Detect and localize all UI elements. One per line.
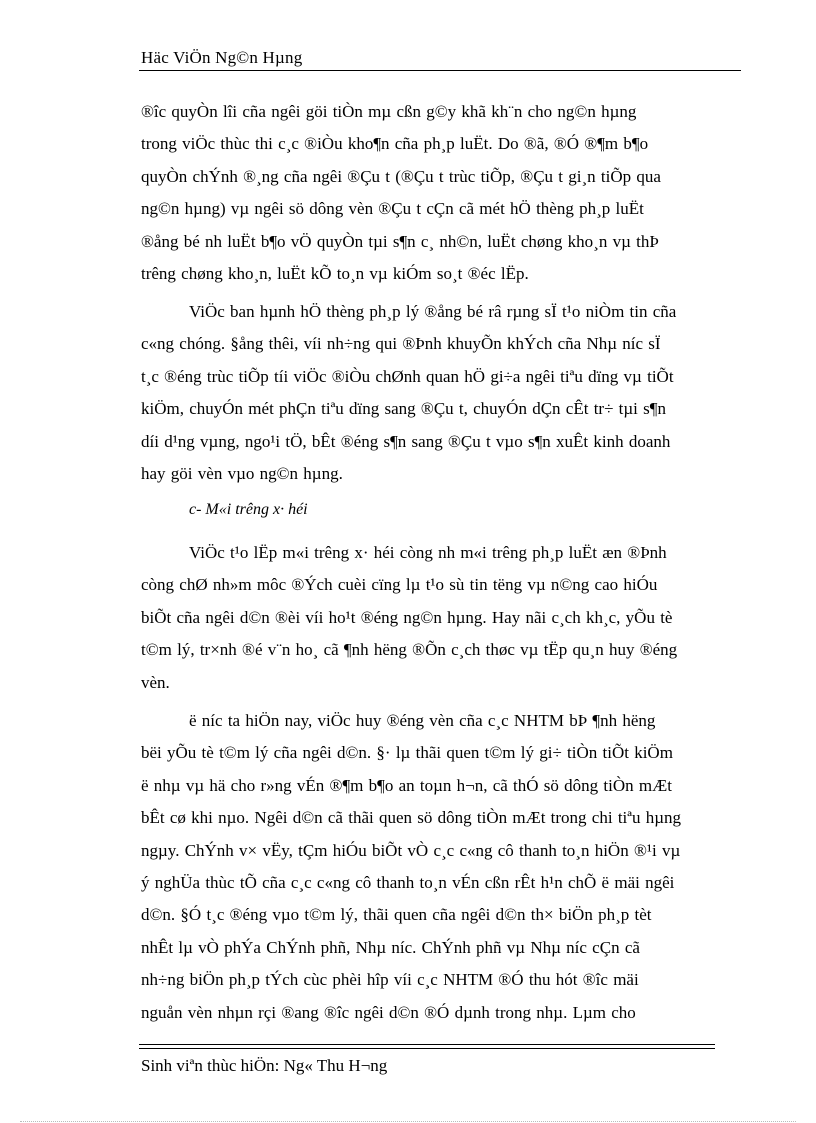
text-line: díi d¹ng vµng, ngo¹i tÖ, bÊt ®éng s¶n sang ®Çu t vµo s¶n xuÊt kinh doanh — [141, 431, 671, 451]
text-line: ®ång bé nh luËt b¶o vÖ quyÒn tµi s¶n c¸ nh©n, luËt chøng kho¸n vµ thÞ — [141, 231, 659, 251]
text-line: trong viÖc thùc thi c¸c ®iÒu kho¶n cña ph¸p luËt. Do ®ã, ®Ó ®¶m b¶o — [141, 134, 649, 154]
footer-rule — [139, 1044, 715, 1045]
header-rule — [139, 70, 741, 71]
text-line: nhÊt lµ vÒ phÝa ChÝnh phñ, Nhµ níc. ChÝnh phñ vµ Nhµ níc cÇn cã — [141, 937, 640, 957]
text-line: ngµy. ChÝnh v× vËy, tÇm hiÓu biÕt vÒ c¸c c«ng cô thanh to¸n hiÖn ®¹i vµ — [141, 840, 681, 860]
text-line: ®îc quyÒn lîi cña ngêi göi tiÒn mµ cßn g©y khã kh¨n cho ng©n hµng — [141, 102, 637, 121]
text-line: trêng chøng kho¸n, luËt kÕ to¸n vµ kiÓm so¸t ®éc lËp. — [141, 264, 529, 284]
text-line: ng©n hµng) vµ ngêi sö dông vèn ®Çu t cÇn cã mét hÖ thèng ph¸p luËt — [141, 199, 644, 219]
text-line: d©n. §Ó t¸c ®éng vµo t©m lý, thãi quen cña ngêi d©n th× biÖn ph¸p tèt — [141, 905, 652, 925]
text-line: nguån vèn nhµn rçi ®ang ®îc ngêi d©n ®Ó dµnh trong nhµ. Lµm cho — [141, 1002, 636, 1022]
paragraph-4 — [141, 705, 739, 1029]
page-bottom-edge — [20, 1121, 796, 1122]
paragraph-2 — [141, 296, 739, 490]
text-line: biÕt cña ngêi d©n ®èi víi ho¹t ®éng ng©n hµng. Hay nãi c¸ch kh¸c, yÕu tè — [141, 607, 673, 627]
text-line: ý nghÜa thùc tÕ cña c¸c c«ng cô thanh to¸n vÉn cßn rÊt h¹n chÕ ë mäi ngêi — [141, 873, 675, 893]
page-footer-text: Sinh viªn thùc hiÖn: Ng« Thu H¬ng — [141, 1056, 388, 1075]
text-line: c«ng chóng. §ång thêi, víi nh÷ng qui ®Þnh khuyÕn khÝch cña Nhµ níc sÏ — [141, 334, 661, 354]
text-line: quyÒn chÝnh ®¸ng cña ngêi ®Çu t (®Çu t trùc tiÕp, ®Çu t gi¸n tiÕp qua — [141, 166, 661, 186]
text-line: ViÖc ban hµnh hÖ thèng ph¸p lý ®ång bé râ rµng sÏ t¹o niÒm tin cña — [189, 302, 677, 321]
text-line: t¸c ®éng trùc tiÕp tíi viÖc ®iÒu chØnh quan hÖ gi÷a ngêi tiªu dïng vµ tiÕt — [141, 366, 674, 386]
text-line: bëi yÕu tè t©m lý cña ngêi d©n. §· lµ thãi quen t©m lý gi÷ tiÒn tiÕt kiÖm — [141, 743, 673, 763]
text-line: ë nhµ vµ hä cho r»ng vÉn ®¶m b¶o an toµn h¬n, cã thÓ sö dông tiÒn mÆt — [141, 775, 672, 795]
text-line: nh÷ng biÖn ph¸p tÝch cùc phèi hîp víi c¸c NHTM ®Ó thu hót ®îc mäi — [141, 970, 639, 990]
subheading: c- M«i trêng x· héi — [189, 501, 308, 518]
paragraph-3 — [141, 537, 739, 699]
text-line: ë níc ta hiÖn nay, viÖc huy ®éng vèn cña c¸c NHTM bÞ ¶nh hëng — [189, 711, 656, 730]
footer-rule — [139, 1048, 715, 1049]
text-line: bÊt cø khi nµo. Ngêi d©n cã thãi quen sö dông tiÒn mÆt trong chi tiªu hµng — [141, 808, 681, 828]
text-line: hay göi vèn vµo ng©n hµng. — [141, 464, 343, 484]
text-line: kiÖm, chuyÓn mét phÇn tiªu dïng sang ®Çu t, chuyÓn dÇn cÊt tr÷ tµi s¶n — [141, 399, 666, 419]
text-line: vèn. — [141, 672, 170, 692]
text-line: còng chØ nh»m môc ®Ých cuèi cïng lµ t¹o sù tin tëng vµ n©ng cao hiÓu — [141, 575, 658, 595]
text-line: t©m lý, tr×nh ®é v¨n ho¸ cã ¶nh hëng ®Õn c¸ch thøc vµ tËp qu¸n huy ®éng — [141, 640, 678, 660]
text-line: ViÖc t¹o lËp m«i trêng x· héi còng nh m«i trêng ph¸p luËt æn ®Þnh — [189, 543, 667, 562]
paragraph-1 — [141, 96, 739, 290]
page-header-title: Häc ViÖn Ng©n Hµng — [141, 48, 303, 67]
